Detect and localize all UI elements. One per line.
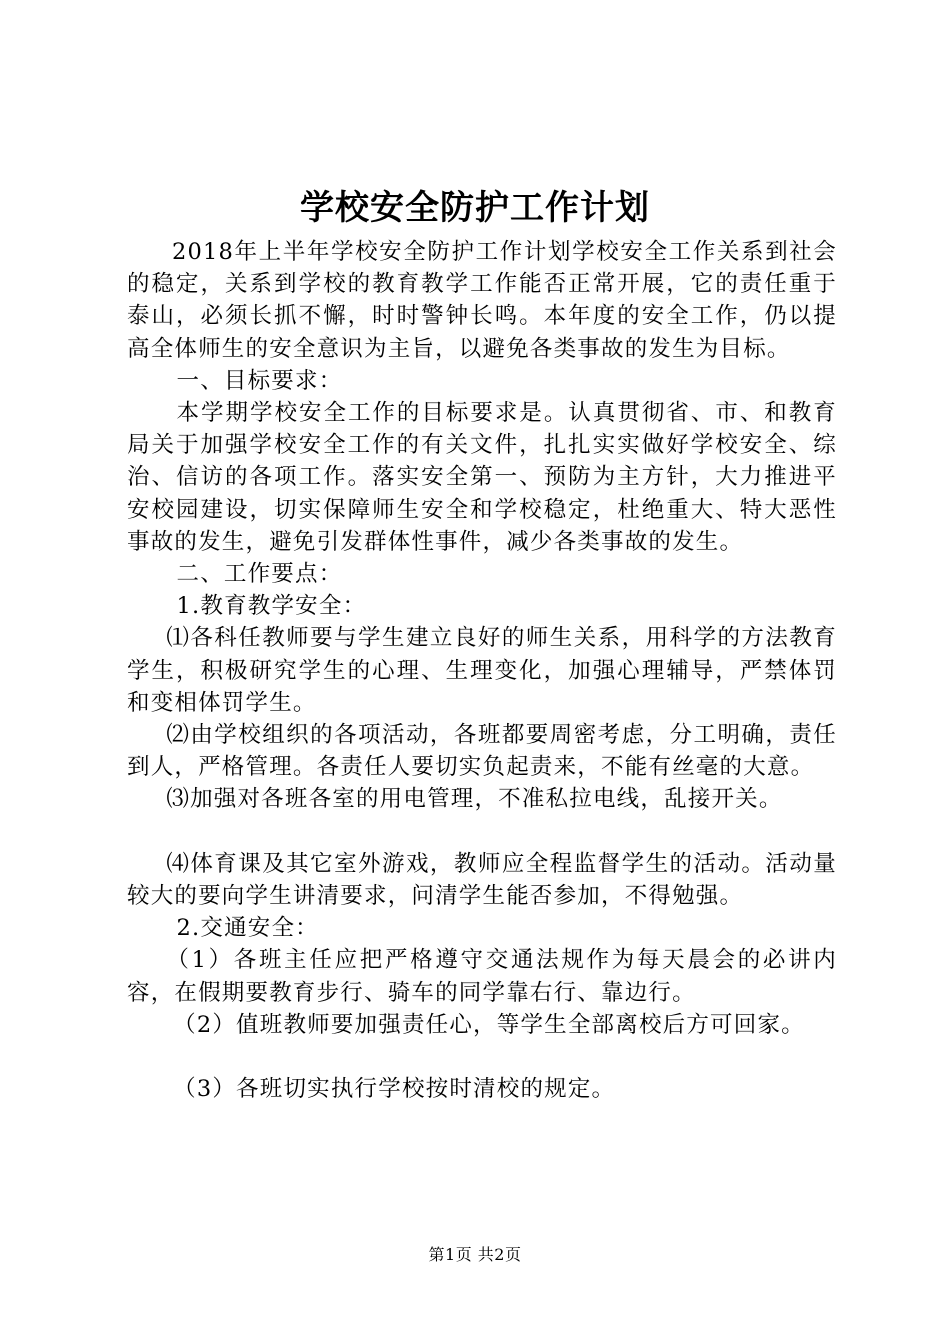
document-title: 学校安全防护工作计划 <box>300 188 650 228</box>
paragraph-gap <box>127 816 837 848</box>
subsection-heading-teaching-safety: 1.教育教学安全： <box>176 593 367 620</box>
list-item-traffic-2: （2）值班教师要加强责任心，等学生全部离校后方可回家。 <box>173 1011 805 1038</box>
paragraph-gap <box>127 1041 837 1073</box>
list-item-traffic-1: （1）各班主任应把严格遵守交通法规作为每天晨会的必讲内容，在假期要教育步行、骑车的同学靠右行、靠边行。 <box>127 947 837 1006</box>
document-body <box>127 236 837 1105</box>
list-item-teaching-2: ⑵由学校组织的各项活动，各班都要周密考虑，分工明确，责任到人，严格管理。各责任人要切实负起责来，不能有丝毫的大意。 <box>127 722 837 781</box>
list-item-teaching-3: ⑶加强对各班各室的用电管理，不准私拉电线，乱接开关。 <box>166 786 783 813</box>
section-heading-key-points: 二、工作要点： <box>176 561 343 588</box>
goals-paragraph: 本学期学校安全工作的目标要求是。认真贯彻省、市、和教育局关于加强学校安全工作的有关文件，扎扎实实做好学校安全、综治、信访的各项工作。落实安全第一、预防为主方针，大力推进平安校园建设，切实保障师生安全和学校稳定，杜绝重大、特大恶性事故的发生，避免引发群体性事件，减少各类事故的发生。 <box>127 400 837 555</box>
page-footer: 第1页 共2页 <box>428 1245 522 1264</box>
list-item-teaching-1: ⑴各科任教师要与学生建立良好的师生关系，用科学的方法教育学生，积极研究学生的心理、生理变化，加强心理辅导，严禁体罚和变相体罚学生。 <box>127 625 837 716</box>
intro-paragraph: 2018年上半年学校安全防护工作计划学校安全工作关系到社会的稳定，关系到学校的教育教学工作能否正常开展，它的责任重于泰山，必须长抓不懈，时时警钟长鸣。本年度的安全工作，仍以提高全体师生的安全意识为主旨，以避免各类事故的发生为目标。 <box>127 239 837 362</box>
list-item-traffic-3: （3）各班切实执行学校按时清校的规定。 <box>173 1076 616 1103</box>
list-item-teaching-4: ⑷体育课及其它室外游戏，教师应全程监督学生的活动。活动量较大的要向学生讲清要求，问清学生能否参加，不得勉强。 <box>127 850 837 910</box>
section-heading-goals: 一、目标要求： <box>176 367 343 394</box>
subsection-heading-traffic-safety: 2.交通安全： <box>176 915 319 942</box>
